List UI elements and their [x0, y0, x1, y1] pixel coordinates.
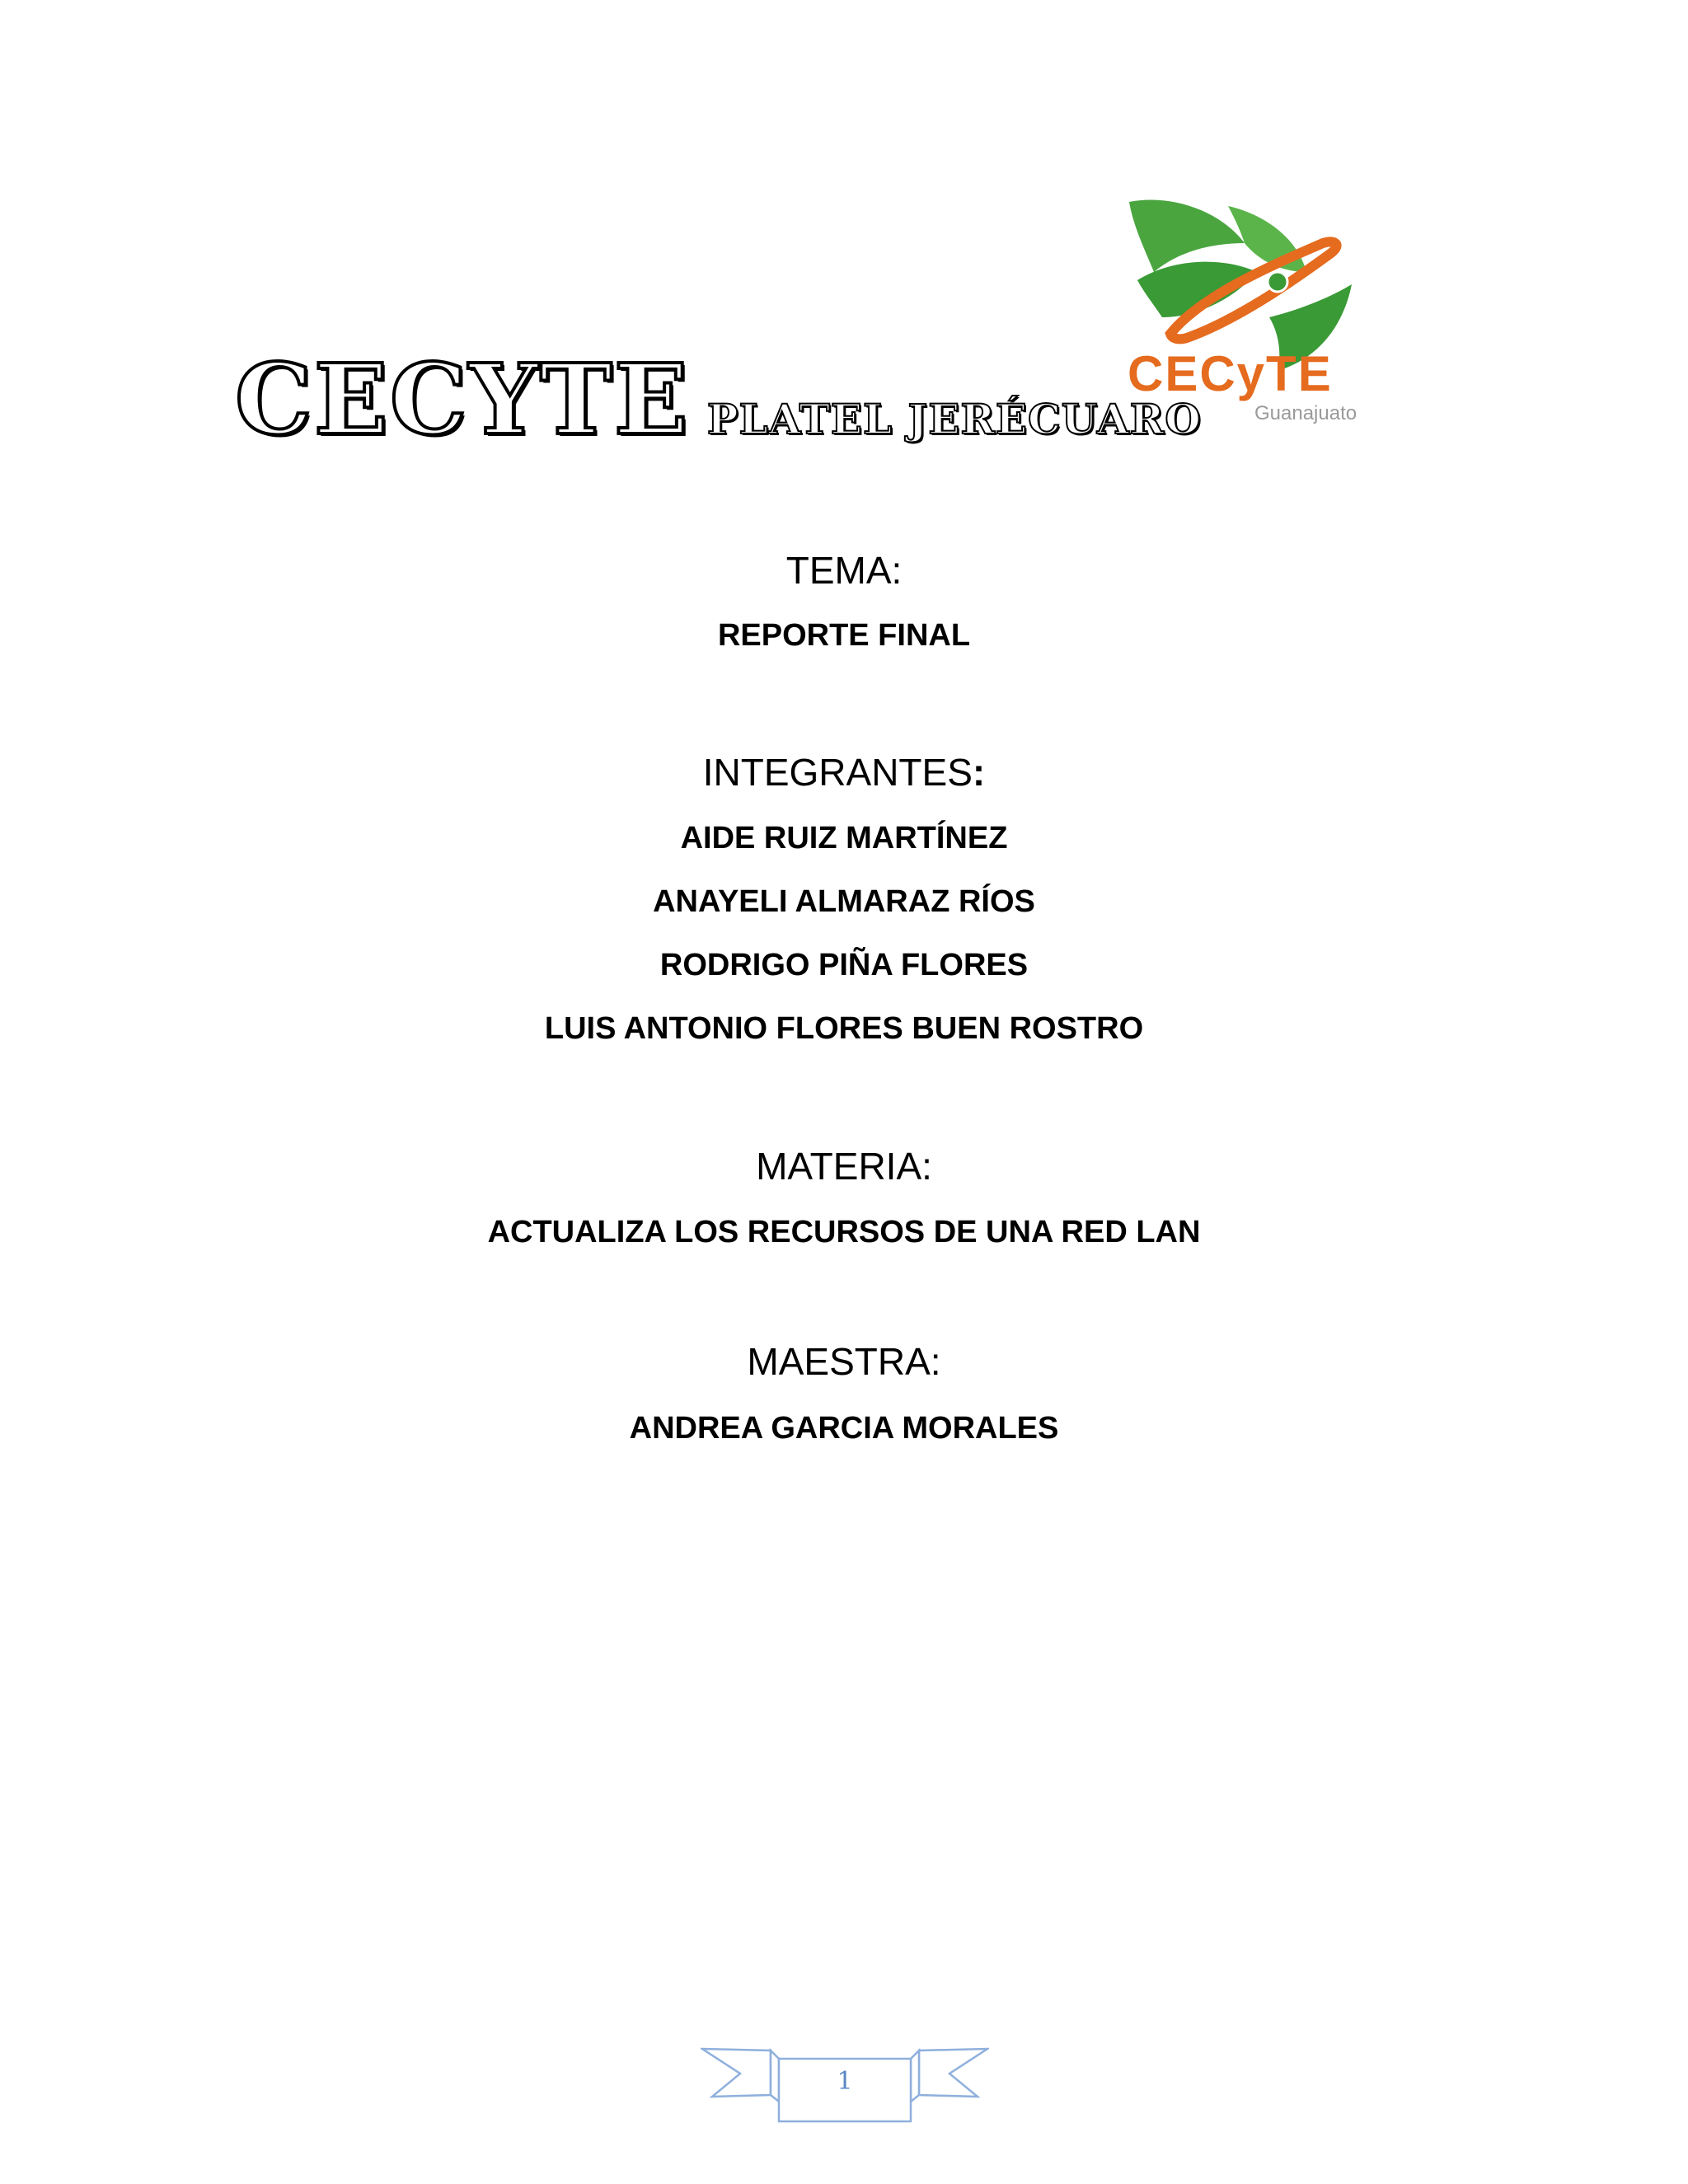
materia-label: MATERIA:: [756, 1145, 932, 1188]
tema-label: TEMA:: [785, 549, 903, 592]
member-name: AIDE RUIZ MARTÍNEZ: [680, 821, 1008, 855]
integrantes-colon: :: [972, 751, 986, 794]
page-number-ribbon: [701, 2044, 989, 2126]
integrantes-label: INTEGRANTES: [702, 751, 973, 794]
logo-subtext: Guanajuato: [1254, 402, 1357, 424]
logo-text: CECyTE: [1128, 346, 1333, 401]
maestra-value: ANDREA GARCIA MORALES: [629, 1411, 1059, 1446]
tema-value: REPORTE FINAL: [717, 618, 971, 653]
page-number: 1: [837, 2067, 853, 2096]
materia-value: ACTUALIZA LOS RECURSOS DE UNA RED LAN: [487, 1215, 1201, 1249]
member-name: ANAYELI ALMARAZ RÍOS: [653, 884, 1035, 919]
campus-name: PLATEL JERÉCUARO: [706, 395, 1202, 443]
integrantes-heading: [0, 750, 1688, 794]
maestra-label: MAESTRA:: [747, 1340, 941, 1383]
member-name: LUIS ANTONIO FLORES BUEN ROSTRO: [544, 1011, 1144, 1046]
institution-name: CECYTE: [235, 342, 690, 457]
member-name: RODRIGO PIÑA FLORES: [659, 948, 1029, 982]
document-header-title: [235, 342, 1202, 457]
